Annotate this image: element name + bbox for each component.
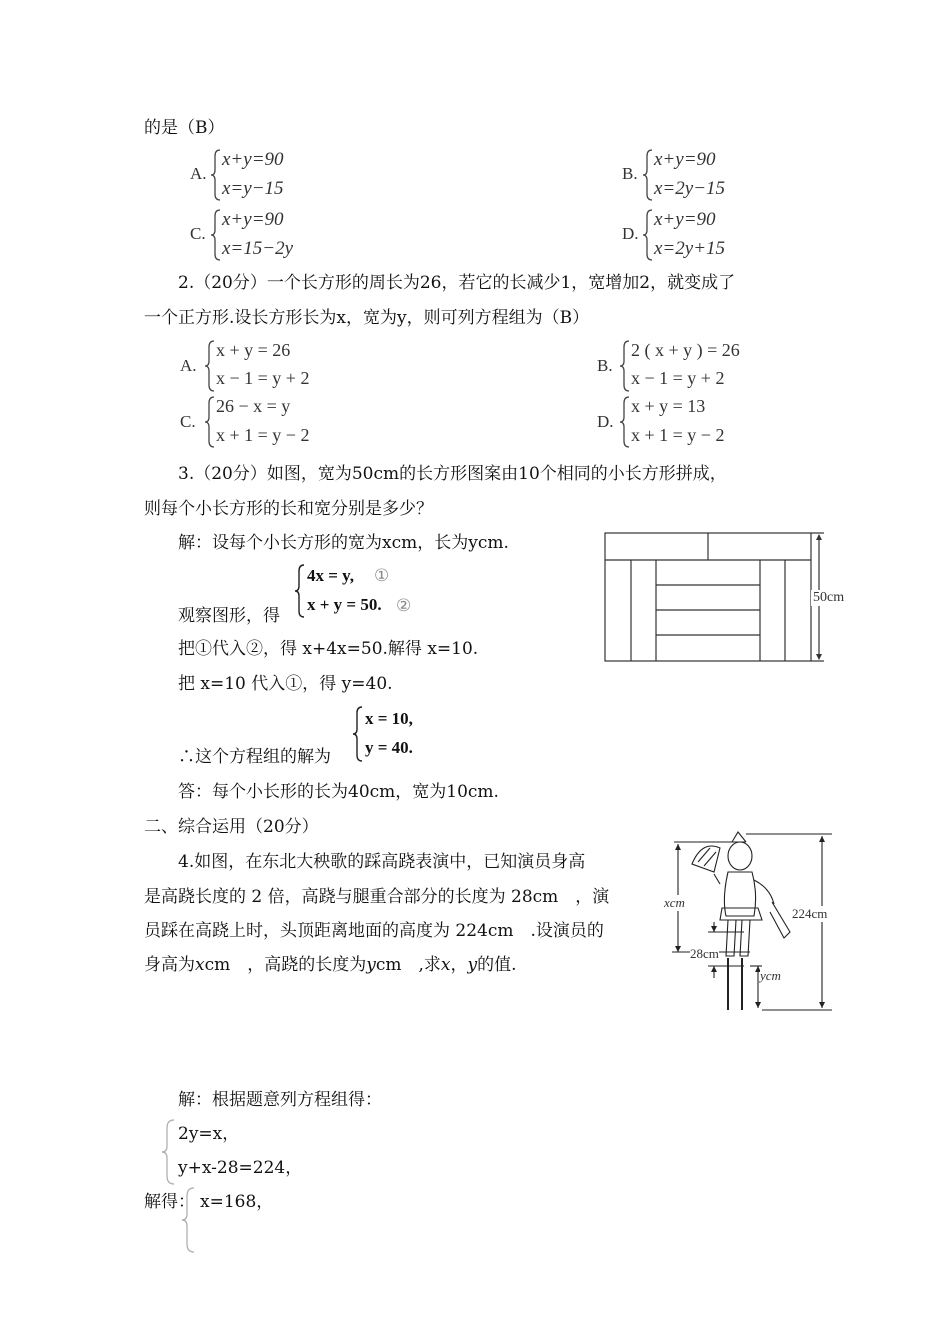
equation: x + 1 = y − 2 bbox=[216, 425, 310, 445]
equation: x=2y−15 bbox=[654, 178, 726, 199]
equation: x − 1 = y + 2 bbox=[631, 368, 725, 388]
brace-icon bbox=[210, 208, 222, 262]
q4-equation2: y+x-28=224， bbox=[178, 1158, 303, 1178]
equation: x+y=90 bbox=[654, 149, 716, 170]
brace-icon bbox=[160, 1118, 176, 1186]
figure-label-y: ycm bbox=[760, 968, 781, 983]
brace-icon bbox=[352, 705, 364, 763]
brace-icon bbox=[294, 563, 306, 619]
option-label: A. bbox=[180, 356, 197, 375]
q3-therefore: ∴这个方程组的解为 bbox=[178, 747, 331, 767]
equation: x=2y+15 bbox=[654, 238, 726, 259]
q4-line4: 身高为xcm ，高跷的长度为ycm ,求x，y的值. bbox=[144, 955, 517, 975]
equation: x + y = 26 bbox=[216, 340, 291, 360]
q4-solution-intro: 解：根据题意列方程组得： bbox=[178, 1090, 382, 1110]
q3-mark2: ② bbox=[396, 596, 412, 616]
q3-substitution1: 把①代入②，得 x+4x=50.解得 x=10. bbox=[178, 639, 479, 659]
q4-line2: 是高跷长度的 2 倍，高跷与腿重合部分的长度为 28cm ，演 bbox=[144, 887, 610, 907]
equation: x=15−2y bbox=[222, 238, 294, 259]
equation: x+y=90 bbox=[654, 209, 716, 230]
q3-observe: 观察图形，得 bbox=[178, 606, 280, 626]
q3-mark1: ① bbox=[374, 566, 390, 586]
equation: x + y = 13 bbox=[631, 396, 706, 416]
q2-line2: 一个正方形.设长方形长为x，宽为y，则可列方程组为（B） bbox=[144, 308, 590, 328]
q4-solve-label: 解得： bbox=[144, 1192, 195, 1212]
q3-line2: 则每个小长方形的长和宽分别是多少？ bbox=[144, 499, 433, 519]
q3-solution-y: y = 40. bbox=[365, 738, 413, 757]
equation: x − 1 = y + 2 bbox=[216, 368, 310, 388]
option-label: C. bbox=[190, 224, 206, 243]
equation: 26 − x = y bbox=[216, 396, 291, 416]
brace-icon bbox=[642, 148, 654, 202]
q3-answer: 答：每个小长形的长为40cm，宽为10cm. bbox=[178, 782, 499, 802]
figure-label-224: 224cm bbox=[792, 906, 828, 921]
option-label: D. bbox=[622, 224, 639, 243]
q3-eq2: x + y = 50. bbox=[307, 595, 382, 614]
q3-eq1: 4x = y, bbox=[307, 566, 354, 585]
equation: x + 1 = y − 2 bbox=[631, 425, 725, 445]
figure-dimension-label: 50cm bbox=[813, 590, 845, 605]
q4-line1: 4.如图，在东北大秧歌的踩高跷表演中，已知演员身高 bbox=[178, 852, 586, 872]
brace-icon bbox=[204, 395, 216, 449]
brace-icon bbox=[642, 208, 654, 262]
option-label: C. bbox=[180, 412, 196, 431]
equation: x+y=90 bbox=[222, 149, 284, 170]
brace-icon bbox=[619, 339, 631, 393]
option-label: A. bbox=[190, 164, 207, 183]
option-label: B. bbox=[597, 356, 613, 375]
figure-label-x: xcm bbox=[664, 895, 685, 910]
brace-icon bbox=[210, 148, 222, 202]
q3-substitution2: 把 x=10 代入①，得 y=40. bbox=[178, 674, 393, 694]
option-label: B. bbox=[622, 164, 638, 183]
q3-line1: 3.（20分）如图，宽为50cm的长方形图案由10个相同的小长方形拼成， bbox=[178, 464, 727, 484]
q2-line1: 2.（20分）一个长方形的周长为26，若它的长减少1，宽增加2，就变成了 bbox=[178, 273, 736, 293]
stilt-performer-figure bbox=[662, 828, 852, 1018]
q1-answer-tail: 的是（B） bbox=[144, 118, 225, 138]
q4-line3: 员踩在高跷上时，头顶距离地面的高度为 224cm .设演员的 bbox=[144, 921, 604, 941]
option-label: D. bbox=[597, 412, 614, 431]
figure-label-28: 28cm bbox=[690, 946, 719, 961]
q4-equation1: 2y=x， bbox=[178, 1124, 240, 1144]
q4-result-x: x=168， bbox=[200, 1192, 274, 1212]
brace-icon bbox=[180, 1186, 196, 1254]
equation: x=y−15 bbox=[222, 178, 284, 199]
brace-icon bbox=[204, 339, 216, 393]
equation: x+y=90 bbox=[222, 209, 284, 230]
section-heading: 二、综合运用（20分） bbox=[144, 817, 319, 837]
brace-icon bbox=[619, 395, 631, 449]
equation: 2 ( x + y ) = 26 bbox=[631, 340, 740, 360]
q3-solution-setup: 解：设每个小长方形的宽为xcm，长为ycm. bbox=[178, 533, 509, 553]
q3-solution-x: x = 10, bbox=[365, 709, 413, 728]
